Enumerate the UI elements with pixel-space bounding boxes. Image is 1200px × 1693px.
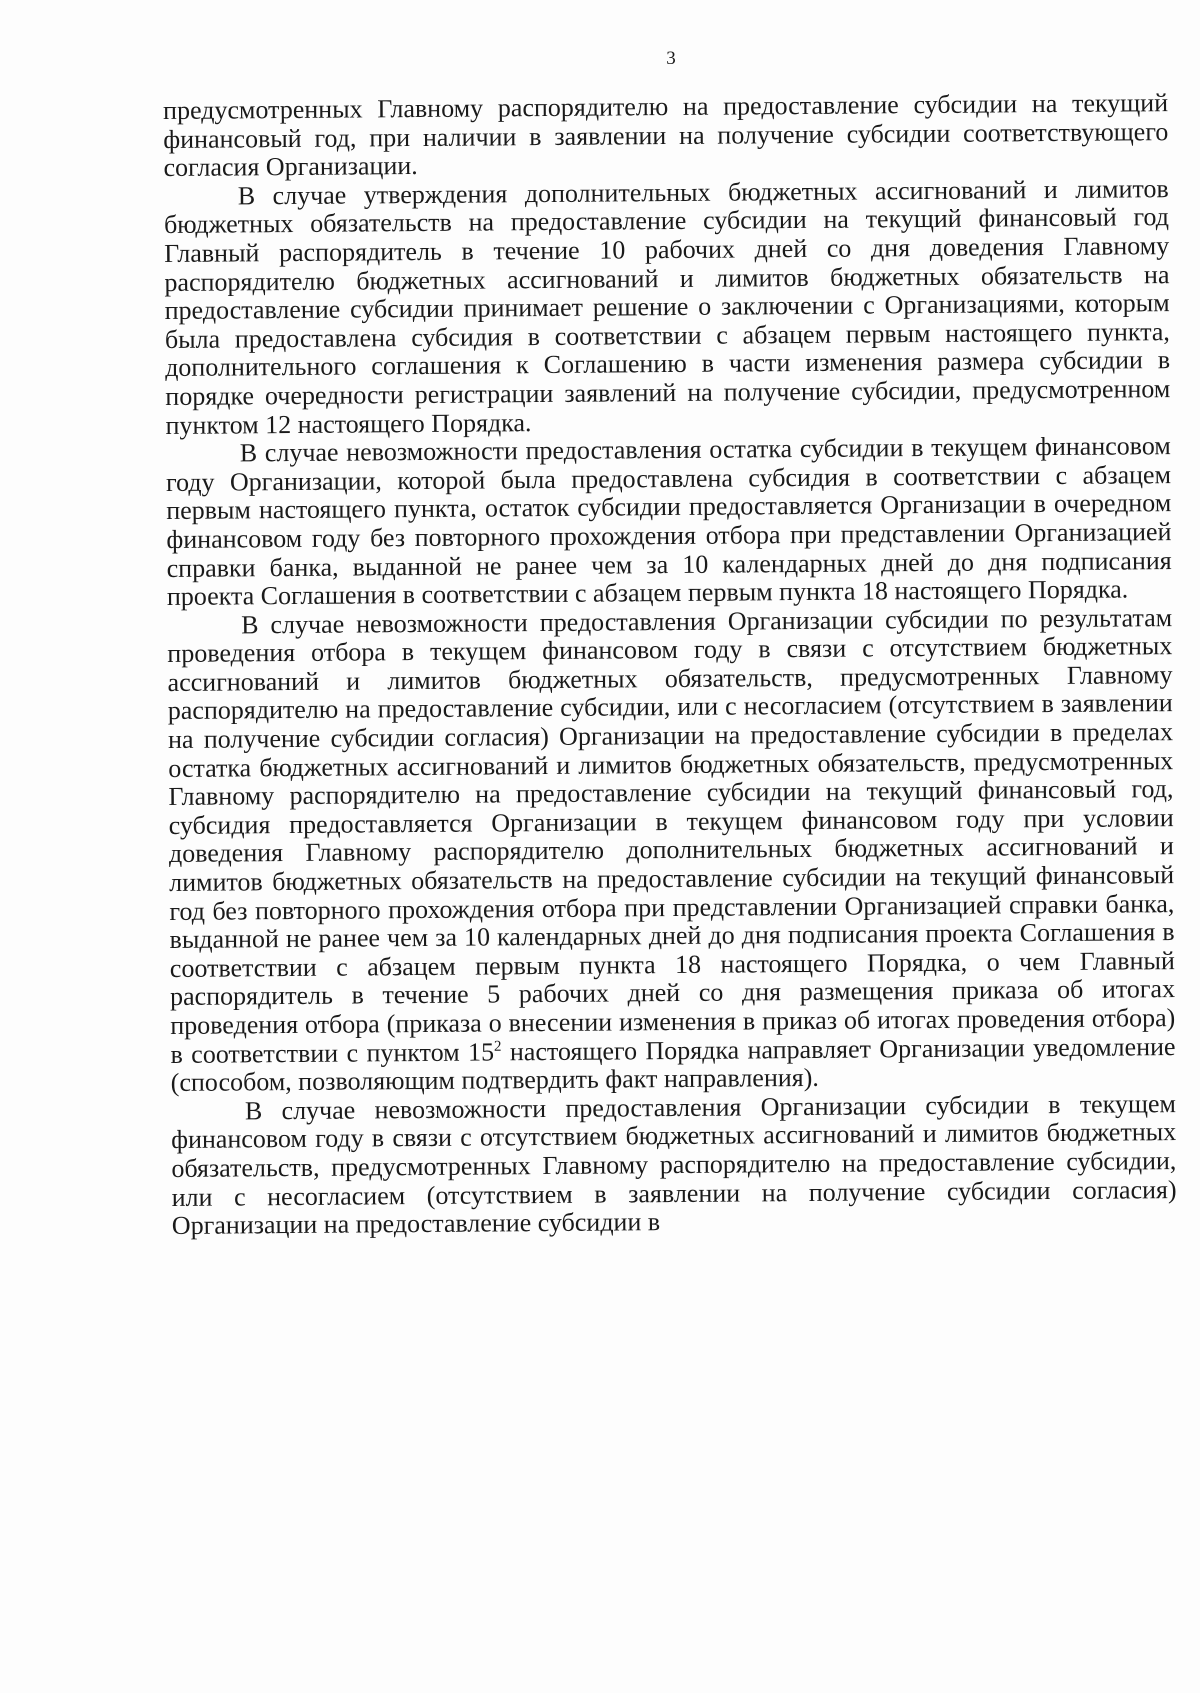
paragraph-additional-allocations: В случае утверждения дополнительных бюджетных ассигнований и лимитов бюджетных обязательств на предоставление субсидии на текущий финансовый год Главный распорядитель в течение 10 рабочих дней со дня доведения Главному распорядителю бюджетных ассигнований и лимитов бюджетных обязательств на предоставление субсидии принимает решение о заключении с Организациями, которым была предоставлена субсидия в соответствии с абзацем первым настоящего пункта, дополнительного соглашения к Соглашению в части изменения размера субсидии в порядке очередности регистрации заявлений на получение субсидии, предусмотренном пунктом 12 настоящего Порядка. bbox=[163, 173, 1171, 440]
paragraph-text-before-reference: В случае невозможности предоставления Организации субсидии по результатам проведения отбора в текущем финансовом году в связи с отсутствием бюджетных ассигнований и лимитов бюджетных обязательств, предусмотренных Главному распорядителю на предоставление субсидии, или с несогласием (отсутствием в заявлении на получение субсидии согласия) Организации на предоставление субсидии в пределах остатка бюджетных ассигнований и лимитов бюджетных обязательств, предусмотренных Главному распорядителю на предоставление субсидии на текущий финансовый год, субсидия предоставляется Организации в текущем финансовом году при условии доведения Главному распорядителю дополнительных бюджетных ассигнований и лимитов бюджетных обязательств на предоставление субсидии на текущий финансовый год без повторного прохождения отбора при представлении Организацией справки банка, выданной не ранее чем за 10 календарных дней до дня подписания проекта Соглашения в соответствии с абзацем первым пункта 18 настоящего Порядка, о чем Главный распорядитель в течение 5 рабочих дней со дня размещения приказа об итогах проведения отбора (приказа о внесении изменения в приказ об итогах проведения отбора) в соответствии с пунктом 15 bbox=[167, 602, 1176, 1069]
paragraph-remaining-subsidy: В случае невозможности предоставления остатка субсидии в текущем финансовом году Организации, которой была предоставлена субсидия в соответствии с абзацем первым настоящего пункта, остаток субсидии предоставляется Организации в очередном финансовом году без повторного прохождения отбора при представлении Организацией справки банка, выданной не ранее чем за 10 календарных дней до дня подписания проекта Соглашения в соответствии с абзацем первым пункта 18 настоящего Порядка. bbox=[165, 431, 1172, 612]
paragraph-current-year-impossibility: В случае невозможности предоставления Организации субсидии в текущем финансовом году в связи с отсутствием бюджетных ассигнований и лимитов бюджетных обязательств, предусмотренных Главному распорядителю на предоставление субсидии, или с несогласием (отсутствием в заявлении на получение субсидии согласия) Организации на предоставление субсидии в bbox=[171, 1088, 1177, 1241]
paragraph-no-selection-repeat bbox=[167, 604, 1176, 1098]
page-number: 3 bbox=[666, 48, 676, 69]
point-reference-superscript: 2 bbox=[493, 1038, 502, 1055]
paragraph-text-after-reference: настоящего Порядка направляет Организации уведомление (способом, позволяющим подтвердить факт направления). bbox=[170, 1031, 1176, 1098]
document-body bbox=[163, 89, 1177, 1241]
paragraph-continuation: предусмотренных Главному распорядителю на предоставление субсидии на текущий финансовый год, при наличии в заявлении на получение субсидии соответствующего согласия Организации. bbox=[162, 88, 1169, 183]
